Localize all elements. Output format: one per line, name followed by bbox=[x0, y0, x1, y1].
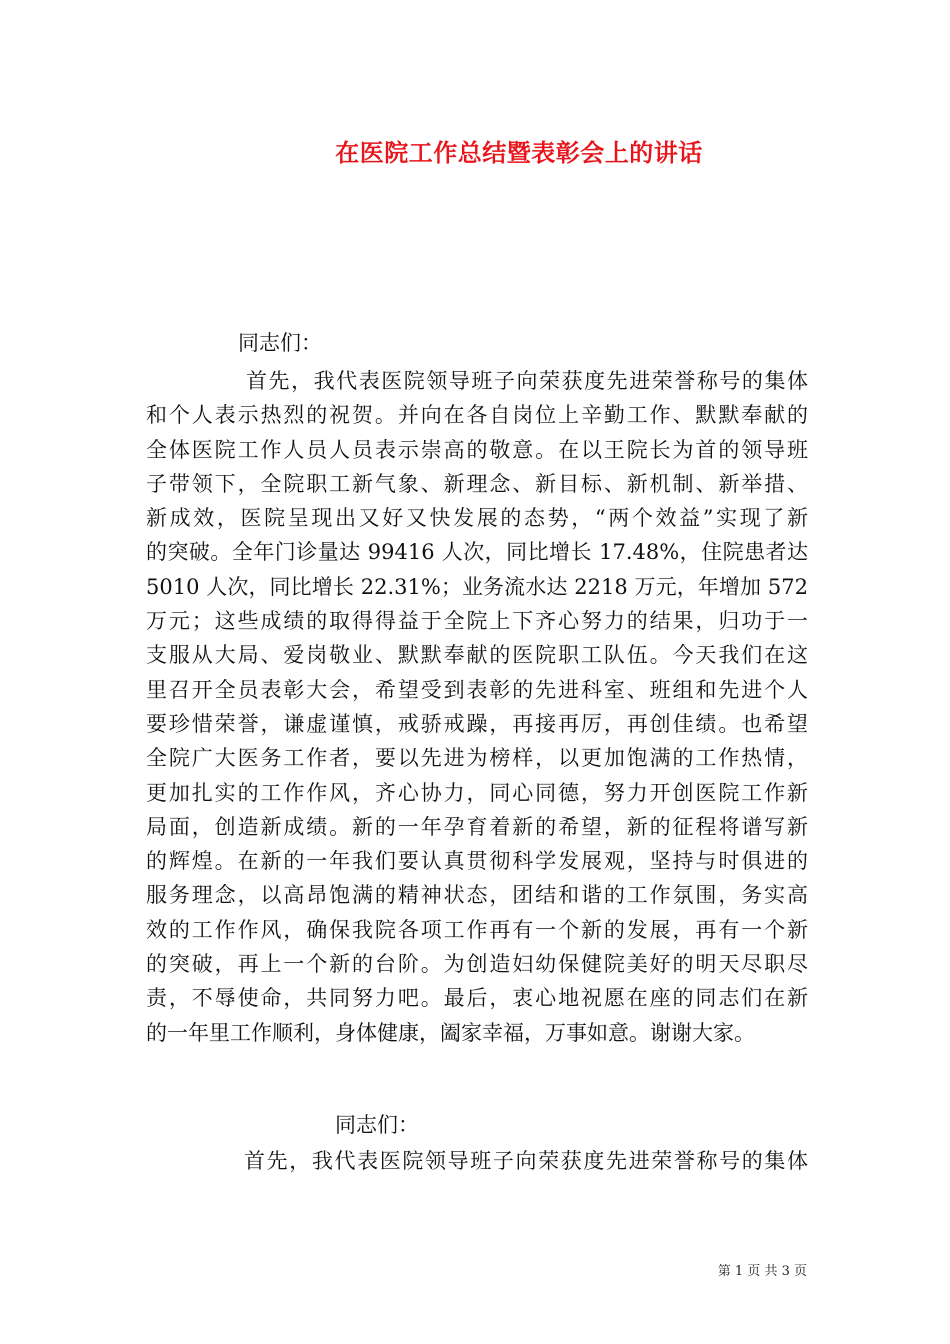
paragraph-line: 全体医院工作人员人员表示崇高的敬意。在以王院长为首的领导班 bbox=[146, 437, 808, 462]
paragraph-line: 的突破，再上一个新的台阶。为创造妇幼保健院美好的明天尽职尽 bbox=[146, 952, 808, 977]
paragraph-line: 里召开全员表彰大会，希望受到表彰的先进科室、班组和先进个人 bbox=[146, 677, 808, 702]
greeting-repeat: 同志们： bbox=[335, 1113, 419, 1137]
paragraph-line: 要珍惜荣誉，谦虚谨慎，戒骄戒躁，再接再厉，再创佳绩。也希望 bbox=[146, 711, 808, 736]
paragraph-repeat-line: 首先，我代表医院领导班子向荣获度先进荣誉称号的集体 bbox=[244, 1149, 808, 1173]
paragraph-line: 新成效，医院呈现出又好又快发展的态势，“两个效益”实现了新 bbox=[146, 506, 808, 531]
paragraph-line: 服务理念，以高昂饱满的精神状态，团结和谐的工作氛围，务实高 bbox=[146, 883, 808, 908]
paragraph-line: 局面，创造新成绩。新的一年孕育着新的希望，新的征程将谱写新 bbox=[146, 814, 808, 839]
document-title: 在医院工作总结暨表彰会上的讲话 bbox=[335, 138, 703, 167]
paragraph-line: 万元；这些成绩的取得得益于全院上下齐心努力的结果，归功于一 bbox=[146, 609, 808, 634]
page-indicator: 第 1 页 共 3 页 bbox=[717, 1264, 807, 1279]
paragraph-line: 更加扎实的工作作风，齐心协力，同心同德，努力开创医院工作新 bbox=[146, 780, 808, 805]
paragraph-line: 的突破。全年门诊量达 99416 人次，同比增长 17.48%，住院患者达 bbox=[146, 540, 808, 565]
paragraph-line: 和个人表示热烈的祝贺。并向在各自岗位上辛勤工作、默默奉献的 bbox=[146, 403, 808, 428]
greeting: 同志们： bbox=[238, 331, 322, 355]
paragraph-line: 责，不辱使命，共同努力吧。最后，衷心地祝愿在座的同志们在新 bbox=[146, 986, 808, 1011]
paragraph-line: 5010 人次，同比增长 22.31%；业务流水达 2218 万元，年增加 572 bbox=[146, 574, 808, 599]
paragraph-line: 子带领下，全院职工新气象、新理念、新目标、新机制、新举措、 bbox=[146, 471, 808, 496]
paragraph-line: 首先，我代表医院领导班子向荣获度先进荣誉称号的集体 bbox=[246, 369, 808, 393]
paragraph-line: 的辉煌。在新的一年我们要认真贯彻科学发展观，坚持与时俱进的 bbox=[146, 849, 808, 874]
paragraph-line: 全院广大医务工作者，要以先进为榜样，以更加饱满的工作热情， bbox=[146, 746, 808, 771]
paragraph-line: 效的工作作风，确保我院各项工作再有一个新的发展，再有一个新 bbox=[146, 917, 808, 942]
paragraph-line: 支服从大局、爱岗敬业、默默奉献的医院职工队伍。今天我们在这 bbox=[146, 643, 808, 668]
speech-paragraph bbox=[146, 364, 808, 1050]
paragraph-line: 的一年里工作顺利，身体健康，阖家幸福，万事如意。谢谢大家。 bbox=[146, 1020, 755, 1045]
